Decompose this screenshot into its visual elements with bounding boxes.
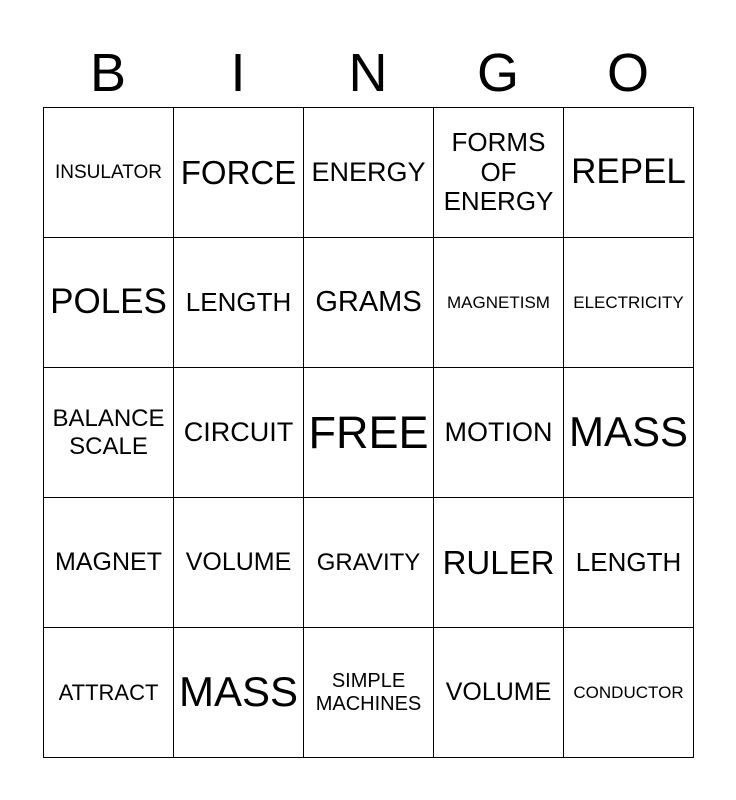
bingo-cell-label: RULER — [442, 543, 555, 581]
bingo-cell-r3-c5[interactable] — [564, 368, 694, 498]
header-letter-b: B — [89, 43, 127, 103]
bingo-cell-label: LENGTH — [185, 286, 292, 317]
header-letter-i: I — [230, 43, 246, 103]
bingo-cell-label: ENERGY — [311, 156, 426, 187]
bingo-cell-label: REPEL — [571, 152, 686, 192]
bingo-cell-r4-c4[interactable] — [434, 498, 564, 628]
bingo-cell-r1-c1[interactable] — [44, 108, 174, 238]
bingo-cell-label: CONDUCTOR — [573, 682, 684, 702]
bingo-cell-r4-c3[interactable] — [304, 498, 434, 628]
header-letter-o: O — [606, 43, 649, 103]
bingo-cell-r1-c5[interactable] — [564, 108, 694, 238]
bingo-cell-r2-c2[interactable] — [174, 238, 304, 368]
bingo-cell-label: MOTION — [444, 416, 553, 447]
bingo-cell-r5-c3[interactable] — [304, 628, 434, 758]
bingo-cell-label: BALANCE SCALE — [52, 404, 165, 460]
bingo-cell-r1-c2[interactable] — [174, 108, 304, 238]
bingo-cell-label: LENGTH — [575, 546, 682, 577]
bingo-cell-r1-c3[interactable] — [304, 108, 434, 238]
bingo-cell-label: ELECTRICITY — [573, 292, 684, 312]
bingo-cell-r2-c5[interactable] — [564, 238, 694, 368]
bingo-cell-r3-c3[interactable] — [304, 368, 434, 498]
bingo-cell-label: FORMS OF ENERGY — [443, 126, 554, 217]
bingo-header — [43, 40, 693, 106]
bingo-cell-label: ATTRACT — [58, 679, 159, 705]
bingo-cell-r3-c1[interactable] — [44, 368, 174, 498]
bingo-cell-label: MASS — [178, 668, 299, 716]
bingo-cell-r2-c3[interactable] — [304, 238, 434, 368]
bingo-cell-r3-c4[interactable] — [434, 368, 564, 498]
bingo-cell-label: GRAMS — [315, 285, 422, 318]
bingo-cell-r4-c5[interactable] — [564, 498, 694, 628]
bingo-cell-r5-c2[interactable] — [174, 628, 304, 758]
bingo-cell-label: VOLUME — [445, 678, 552, 707]
bingo-cell-r2-c1[interactable] — [44, 238, 174, 368]
bingo-cell-label: GRAVITY — [316, 548, 421, 576]
bingo-cell-r4-c2[interactable] — [174, 498, 304, 628]
bingo-cell-r5-c4[interactable] — [434, 628, 564, 758]
bingo-cell-r4-c1[interactable] — [44, 498, 174, 628]
bingo-cell-label: FREE — [308, 406, 429, 458]
bingo-cell-label: MAGNET — [55, 548, 162, 577]
bingo-cell-label: INSULATOR — [55, 161, 162, 183]
bingo-cell-label: SIMPLE MACHINES — [315, 669, 422, 715]
bingo-cell-r5-c5[interactable] — [564, 628, 694, 758]
bingo-cell-label: CIRCUIT — [183, 416, 294, 447]
bingo-cell-r3-c2[interactable] — [174, 368, 304, 498]
header-letter-n: N — [348, 43, 388, 103]
bingo-cell-r5-c1[interactable] — [44, 628, 174, 758]
bingo-board — [43, 107, 694, 758]
bingo-cell-r1-c4[interactable] — [434, 108, 564, 238]
bingo-cell-label: FORCE — [180, 153, 297, 191]
bingo-cell-label: VOLUME — [185, 548, 292, 577]
header-letter-g: G — [476, 43, 519, 103]
bingo-cell-label: MASS — [568, 408, 689, 456]
bingo-cell-label: MAGNETISM — [447, 292, 550, 312]
bingo-cell-r2-c4[interactable] — [434, 238, 564, 368]
bingo-cell-label: POLES — [50, 282, 167, 322]
